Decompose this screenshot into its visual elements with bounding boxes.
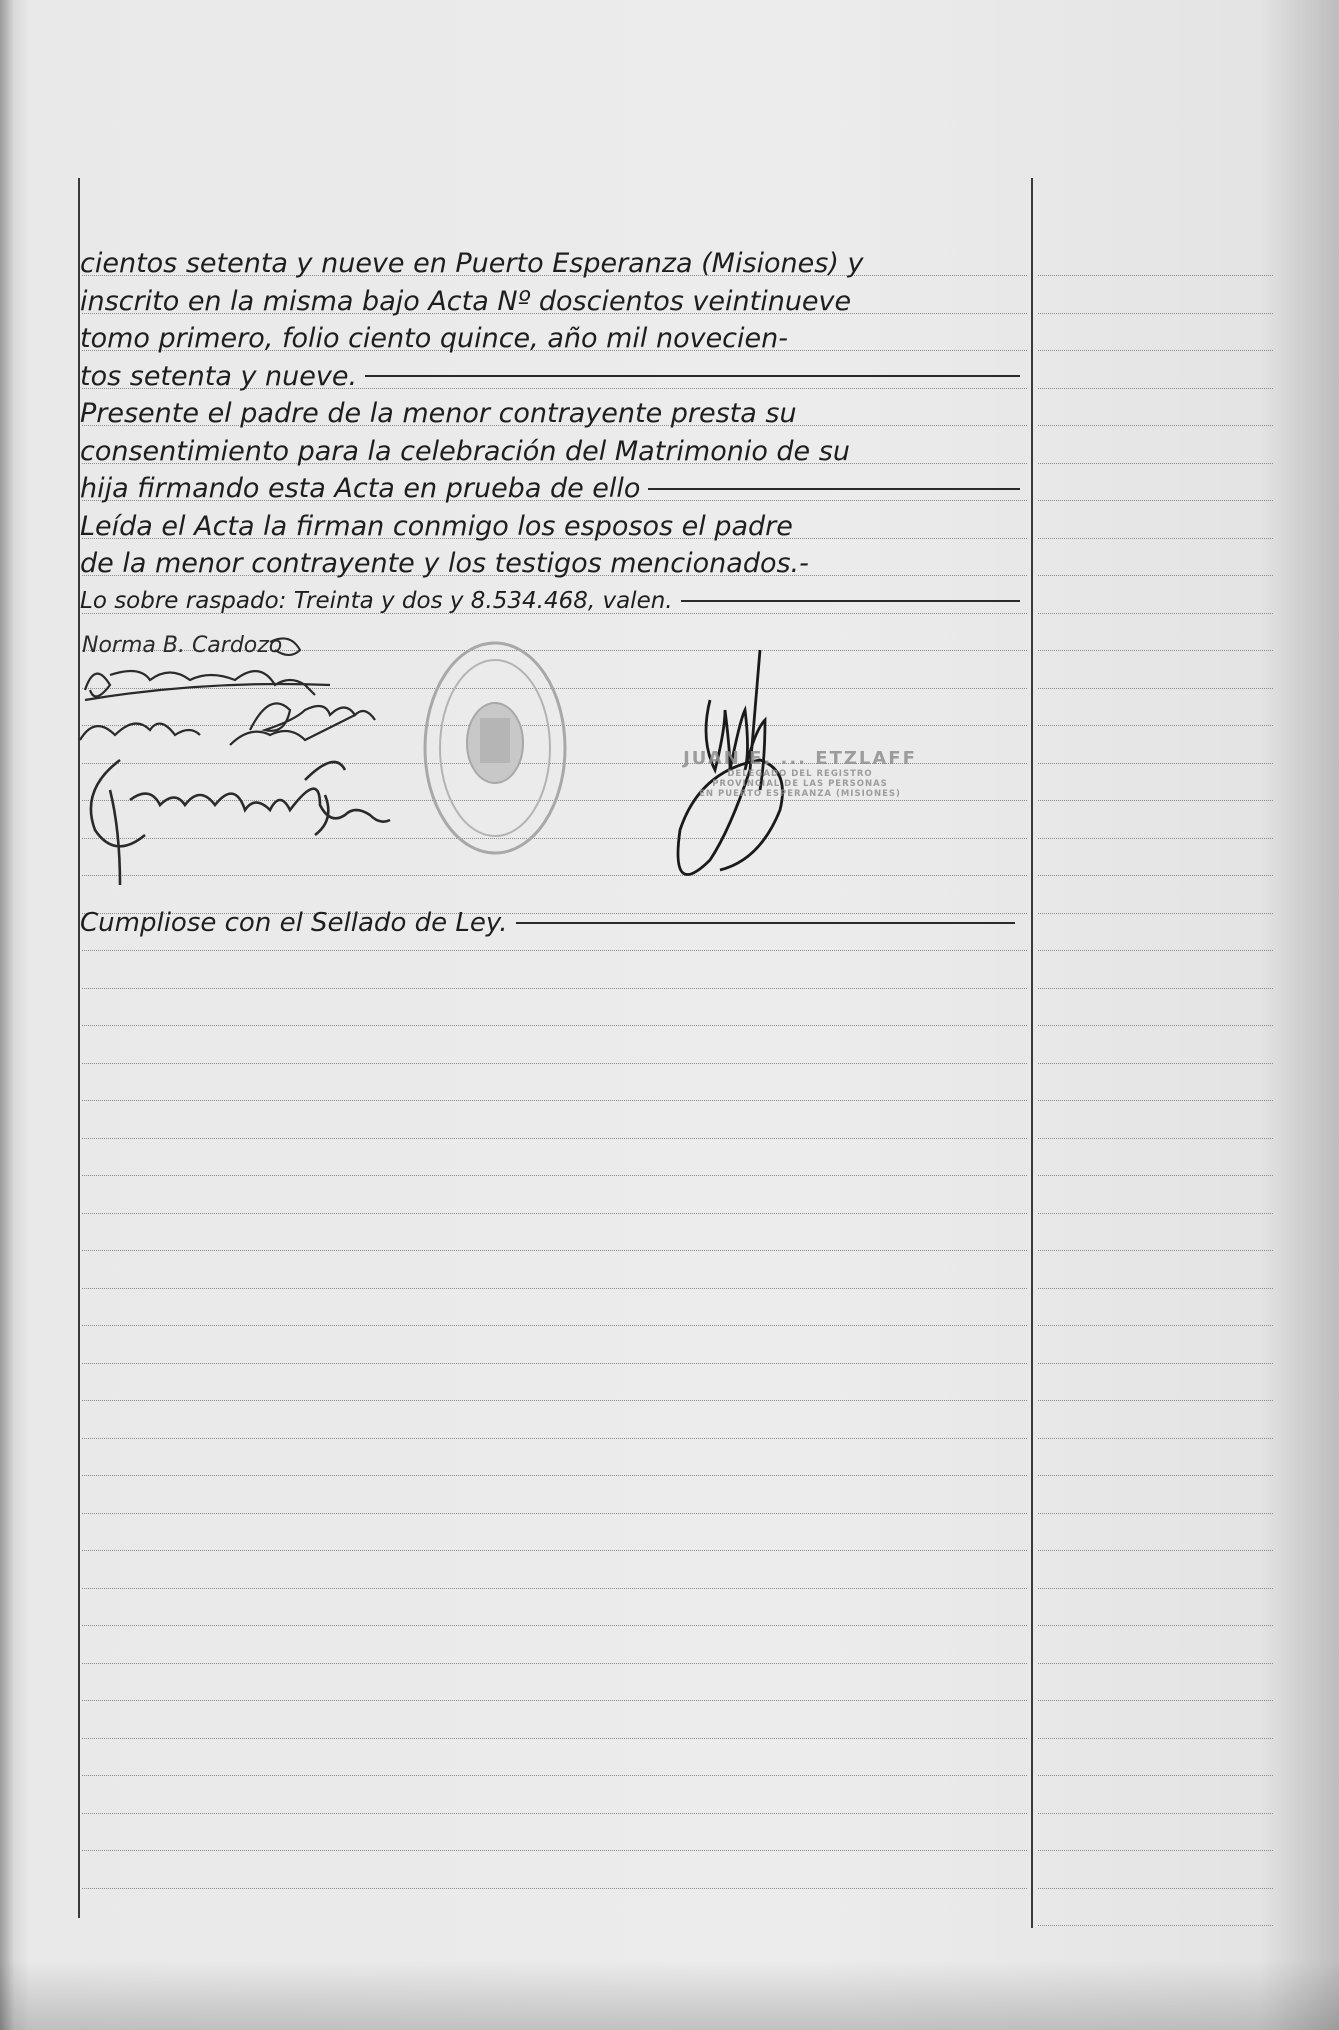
signature-lovecillo [85, 671, 330, 700]
signature-large [91, 760, 390, 885]
ruled-line [1038, 800, 1273, 801]
ruled-line [82, 1775, 1027, 1776]
ruled-line [1038, 913, 1273, 914]
ruled-line [1038, 1475, 1273, 1476]
entry-line: tos setenta y nueve. [80, 358, 1030, 396]
ruled-line [82, 1325, 1027, 1326]
ruled-line [1038, 1400, 1273, 1401]
ruled-line [82, 1025, 1027, 1026]
ruled-line [82, 1063, 1027, 1064]
ruled-line [82, 1550, 1027, 1551]
ruled-line [1038, 500, 1273, 501]
ruled-line [1038, 313, 1273, 314]
fill-dash [516, 922, 1016, 924]
ruled-line [82, 1813, 1027, 1814]
ruled-line [1038, 1363, 1273, 1364]
ruled-line [1038, 1438, 1273, 1439]
closing-text: Cumpliose con el Sellado de Ley. [80, 908, 508, 938]
ruled-line [1038, 1138, 1273, 1139]
signature-cardozo [80, 703, 375, 745]
ruled-line [1038, 1063, 1273, 1064]
ruled-line [1038, 1513, 1273, 1514]
ruled-line [1038, 388, 1273, 389]
ruled-line [82, 1588, 1027, 1589]
ruled-line [1038, 1700, 1273, 1701]
sello-place: EN PUERTO ESPERANZA (MISIONES) [699, 789, 901, 799]
ruled-line [1038, 1850, 1273, 1851]
ruled-line [82, 1175, 1027, 1176]
ruled-line [1038, 1288, 1273, 1289]
ruled-line [82, 1850, 1027, 1851]
ruled-line [82, 1663, 1027, 1664]
ruled-line [1038, 725, 1273, 726]
ruled-line [1038, 1625, 1273, 1626]
ruled-line [82, 1288, 1027, 1289]
ruled-line [1038, 1888, 1273, 1889]
ruled-line [1038, 838, 1273, 839]
ruled-line [82, 1888, 1027, 1889]
fill-dash [648, 488, 1020, 490]
ruled-line [82, 950, 1027, 951]
ruled-line [1038, 1663, 1273, 1664]
entry-line: Lo sobre raspado: Treinta y dos y 8.534.468, valen. [80, 583, 1030, 621]
ruled-line [1038, 1213, 1273, 1214]
ruled-line [82, 1400, 1027, 1401]
ruled-line [1038, 688, 1273, 689]
ruled-line [1038, 350, 1273, 351]
ruled-line [1038, 1550, 1273, 1551]
ruled-line [1038, 1325, 1273, 1326]
entry-line: hija firmando esta Acta en prueba de ello [80, 470, 1030, 508]
ruled-line [1038, 950, 1273, 951]
entry-line: cientos setenta y nueve en Puerto Esperanza (Misiones) y [80, 248, 864, 279]
ruled-line [1038, 650, 1273, 651]
ruled-line [1038, 763, 1273, 764]
ruled-line [1038, 1588, 1273, 1589]
ruled-line [1038, 425, 1273, 426]
entry-line: Presente el padre de la menor contrayente presta su [80, 398, 797, 429]
ruled-line [1038, 538, 1273, 539]
ruled-line [1038, 1025, 1273, 1026]
right-margin-line [1031, 178, 1033, 1928]
seal-icon [420, 638, 570, 858]
ruled-line [82, 1513, 1027, 1514]
sello-name: JUAN E. ... ETZLAFF [683, 748, 917, 769]
ruled-line [82, 1363, 1027, 1364]
ruled-line [82, 1438, 1027, 1439]
ruled-line [1038, 875, 1273, 876]
ruled-line [82, 1250, 1027, 1251]
ruled-line [1038, 1813, 1273, 1814]
signature-norma-text: Norma B. Cardozo [82, 633, 283, 658]
signature-area [70, 630, 1030, 890]
entry-line: consentimiento para la celebración del Matrimonio de su [80, 435, 850, 467]
ruled-line [1038, 988, 1273, 989]
ruled-line [1038, 575, 1273, 576]
ruled-line [82, 1475, 1027, 1476]
ruled-line [1038, 1738, 1273, 1739]
registry-seal [420, 638, 570, 862]
closing-line [80, 905, 1025, 941]
signature-norma [82, 633, 300, 658]
ruled-line [1038, 1250, 1273, 1251]
ruled-line [82, 1738, 1027, 1739]
fill-dash [681, 600, 1020, 602]
sello-role: DELEGADO DEL REGISTRO [727, 769, 873, 779]
sello-office: PROVINCIAL DE LAS PERSONAS [712, 779, 888, 789]
ruled-line [1038, 275, 1273, 276]
ruled-line [82, 1100, 1027, 1101]
ruled-line [82, 988, 1027, 989]
ruled-line [82, 1700, 1027, 1701]
entry-line: inscrito en la misma bajo Acta Nº doscientos veintinueve [80, 285, 852, 317]
ruled-line [1038, 1775, 1273, 1776]
handwritten-entry [80, 245, 1030, 620]
entry-line: de la menor contrayente y los testigos mencionados.- [80, 548, 809, 579]
entry-line: tomo primero, folio ciento quince, año mil novecien- [80, 323, 788, 354]
entry-line: Leída el Acta la firman conmigo los esposos el padre [80, 510, 793, 542]
fill-dash [365, 375, 1020, 377]
officer-sello [630, 748, 970, 799]
ruled-line [1038, 1175, 1273, 1176]
ruled-line [1038, 463, 1273, 464]
ruled-line [82, 1138, 1027, 1139]
ruled-line [1038, 1925, 1273, 1926]
ruled-line [1038, 1100, 1273, 1101]
ruled-line [1038, 613, 1273, 614]
page-shadow [0, 1960, 1339, 2030]
ruled-line [82, 1213, 1027, 1214]
ruled-line [82, 1625, 1027, 1626]
